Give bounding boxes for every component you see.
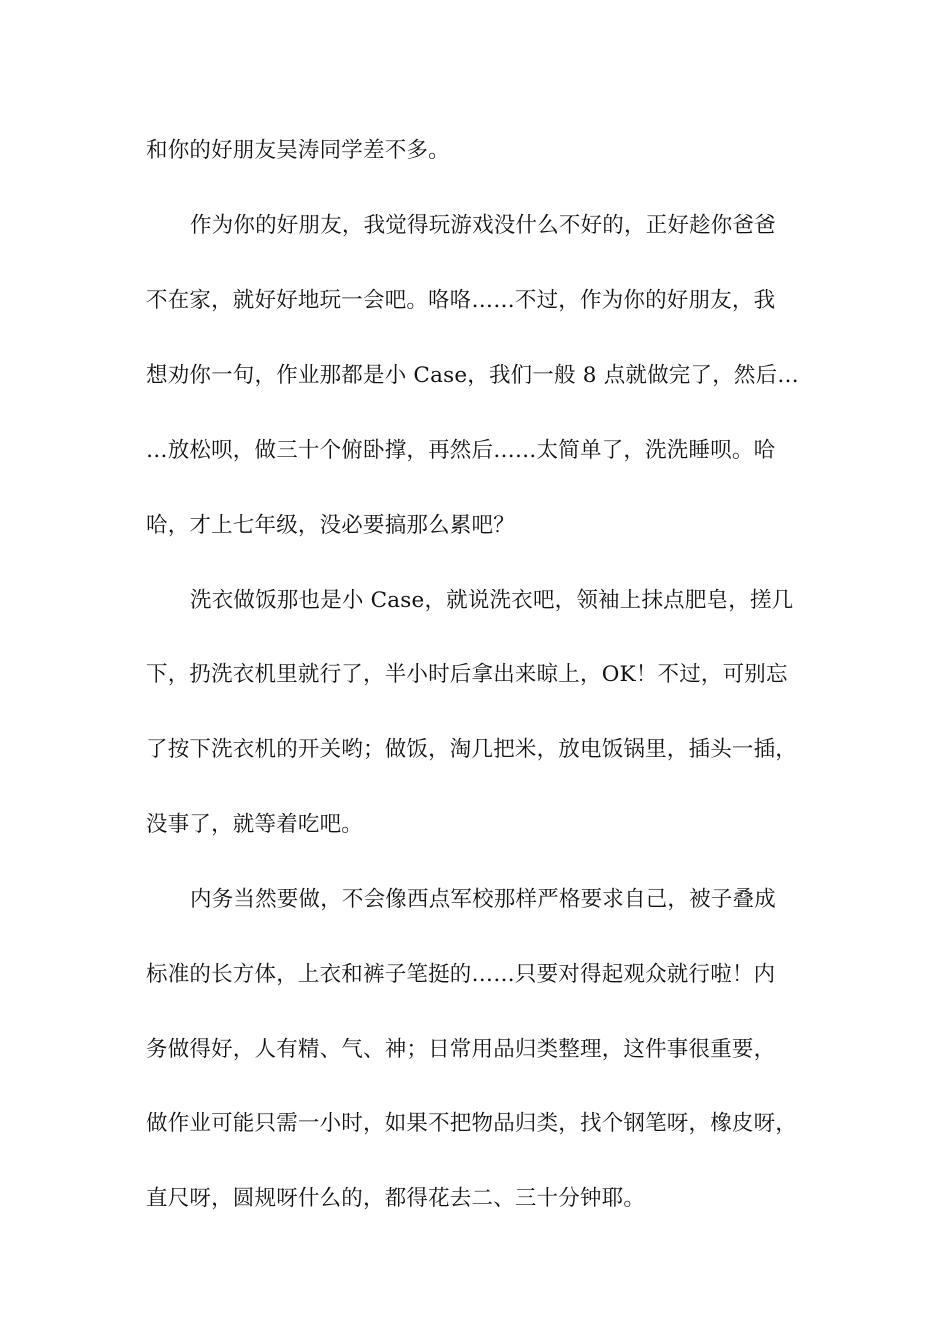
paragraph-start-line: 洗衣做饭那也是小 Case，就说洗衣吧，领袖上抹点肥皂，搓几 bbox=[190, 588, 794, 613]
text-line: 不在家，就好好地玩一会吧。咯咯……不过，作为你的好朋友，我 bbox=[146, 288, 776, 313]
text-line: 下，扔洗衣机里就行了，半小时后拿出来晾上，OK！不过，可别忘 bbox=[146, 662, 788, 687]
text-line: 想劝你一句，作业那都是小 Case，我们一般 8 点就做完了，然后… bbox=[146, 363, 800, 388]
text-line: 了按下洗衣机的开关哟；做饭，淘几把米，放电饭锅里，插头一插， bbox=[146, 737, 798, 762]
text-line: …放松呗，做三十个俯卧撑，再然后……太简单了，洗洗睡呗。哈 bbox=[146, 438, 776, 463]
text-line: 做作业可能只需一小时，如果不把物品归类，找个钢笔呀，橡皮呀， bbox=[146, 1111, 798, 1136]
text-line: 务做得好，人有精、气、神；日常用品归类整理，这件事很重要， bbox=[146, 1037, 776, 1062]
text-line: 和你的好朋友吴涛同学差不多。 bbox=[146, 138, 450, 163]
paragraph-start-line: 内务当然要做，不会像西点军校那样严格要求自己，被子叠成 bbox=[190, 887, 776, 912]
text-line: 直尺呀，圆规呀什么的，都得花去二、三十分钟耶。 bbox=[146, 1186, 646, 1211]
text-line: 标准的长方体，上衣和裤子笔挺的……只要对得起观众就行啦！内 bbox=[146, 962, 776, 987]
text-line: 没事了，就等着吃吧。 bbox=[146, 812, 364, 837]
text-line: 哈，才上七年级，没必要搞那么累吧？ bbox=[146, 513, 515, 538]
paragraph-start-line: 作为你的好朋友，我觉得玩游戏没什么不好的，正好趁你爸爸 bbox=[190, 213, 776, 238]
